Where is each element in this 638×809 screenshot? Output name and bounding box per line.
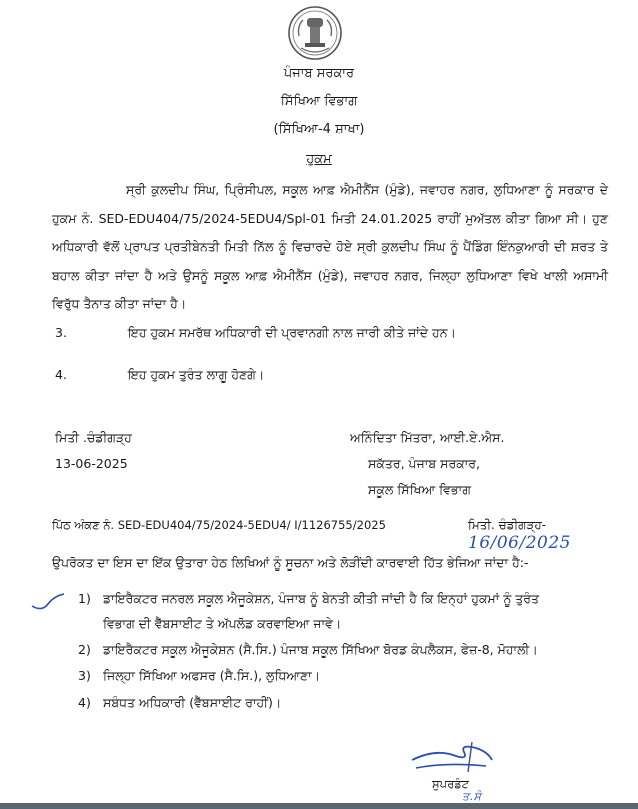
recipient-1-number: 1) (78, 591, 91, 606)
recipient-3-line1: ਜਿਲ੍ਹਾ ਸਿੱਖਿਆ ਅਫਸਰ (ਸੈ.ਸਿ.), ਲੁਧਿਆਣਾ। (103, 668, 321, 683)
header-department: ਸਿੱਖਿਆ ਵਿਭਾਗ (280, 94, 358, 109)
item-3-text: ਇਹ ਹੁਕਮ ਸਮਰੱਥ ਅਧਿਕਾਰੀ ਦੀ ਪ੍ਰਵਾਨਗੀ ਨਾਲ ਜਾਰੀ ਕੀਤੇ ਜਾਂਦੇ ਹਨ। (128, 325, 456, 340)
header-branch: (ਸਿੱਖਿਆ-4 ਸ਼ਾਖਾ) (273, 122, 365, 137)
item-3-number: 3. (55, 325, 67, 340)
recipient-1-line1: ਡਾਇਰੈਕਟਰ ਜਨਰਲ ਸਕੂਲ ਐਜੂਕੇਸ਼ਨ, ਪੰਜਾਬ ਨੂੰ ਬੇਨਤੀ ਕੀਤੀ ਜਾਂਦੀ ਹੈ ਕਿ ਇਨ੍ਹਾਂ ਹੁਕਮਾਂ ਨੂੰ ਤੁਰੰਤ (103, 591, 540, 606)
order-title: ਹੁਕਮ (306, 152, 332, 167)
order-paragraph: ਸ੍ਰੀ ਕੁਲਦੀਪ ਸਿੰਘ, ਪ੍ਰਿੰਸੀਪਲ, ਸਕੂਲ ਆਫ਼ ਐਮੀਨੈਂਸ (ਮੁੰਡੇ), ਜਵਾਹਰ ਨਗਰ, ਲੁਧਿਆਣਾ ਨੂੰ ਸਰਕਾਰ ਦੇ ਹੁਕਮ ਨੰ. SED-EDU404/75/2024-5EDU4/Spl-01 ਮਿਤੀ 24.01.2025 ਰਾਹੀਂ ਮੁਅੱਤਲ ਕੀਤਾ ਗਿਆ ਸੀ। ਹੁਣ ਅਧਿਕਾਰੀ ਵੱਲੋਂ ਪ੍ਰਾਪਤ ਪ੍ਰਤੀਬੇਨਤੀ ਮਿਤੀ ਨਿੱਲ ਨੂੰ ਵਿਚਾਰਦੇ ਹੋਏ ਸ੍ਰੀ ਕੁਲਦੀਪ ਸਿੰਘ ਨੂੰ ਪੈਂਡਿੰਗ ਇੰਨਕੁਆਰੀ ਦੀ ਸ਼ਰਤ ਤੇ ਬਹਾਲ ਕੀਤਾ ਜਾਂਦਾ ਹੈ ਅਤੇ ਉਸਨੂੰ ਸਕੂਲ ਆਫ਼ ਐਮੀਨੈਂਸ (ਮੁੰਡੇ), ਜਵਾਹਰ ਨਗਰ, ਜਿਲ੍ਹਾ ਲੁਧਿਆਣਾ ਵਿਖੇ ਖਾਲੀ ਅਸਾਮੀ ਵਿਰੁੱਧ ਤੈਨਾਤ ਕੀਤਾ ਜਾਂਦਾ ਹੈ। (52, 182, 608, 311)
recipient-4-line1: ਸਬੰਧਤ ਅਧਿਕਾਰੀ (ਵੈੱਬਸਾਈਟ ਰਾਹੀਂ)। (103, 695, 282, 710)
bottom-scan-edge (0, 803, 638, 809)
signature-icon (406, 738, 498, 778)
superintendent-label: ਸੁਪਰਡੰਟ (432, 777, 470, 791)
signatory-designation: ਸਕੱਤਰ, ਪੰਜਾਬ ਸਰਕਾਰ, (368, 456, 481, 471)
recipient-2-number: 2) (78, 642, 91, 657)
government-emblem-icon (287, 4, 343, 62)
recipient-4-number: 4) (78, 695, 91, 710)
recipient-2-line1: ਡਾਇਰੈਕਟਰ ਸਕੂਲ ਐਜੂਕੇਸ਼ਨ (ਸੈ.ਸਿ.) ਪੰਜਾਬ ਸਕੂਲ ਸਿੱਖਿਆ ਬੋਰਡ ਕੰਪਲੈਕਸ, ਫੇਜ਼-8, ਮੋਹਾਲੀ। (103, 642, 538, 657)
signatory-department: ਸਕੂਲ ਸਿੱਖਿਆ ਵਿਭਾਗ (368, 482, 471, 497)
handwritten-date: 16/06/2025 (468, 533, 571, 553)
endorsement-date-label: ਮਿਤੀ. ਚੰਡੀਗੜ੍ਹ- (468, 518, 547, 532)
issue-date: 13-06-2025 (55, 456, 128, 471)
header-government: ਪੰਜਾਬ ਸਰਕਾਰ (283, 66, 355, 81)
item-4-text: ਇਹ ਹੁਕਮ ਤੁਰੰਤ ਲਾਗੂ ਹੋਣਗੇ। (128, 367, 265, 382)
endorsement-date (468, 518, 638, 553)
handwritten-tick-icon (28, 590, 68, 616)
signatory-name: ਅਨਿੰਦਿਤਾ ਮਿੱਤਰਾ, ਆਈ.ਏ.ਐਸ. (350, 430, 505, 445)
handwritten-initials: ਤ.ਸੰ (462, 790, 482, 803)
recipient-3-number: 3) (78, 668, 91, 683)
recipient-1-line2: ਵਿਭਾਗ ਦੀ ਵੈੱਬਸਾਈਟ ਤੇ ਅੱਪਲੋਡ ਕਰਵਾਇਆ ਜਾਵੇ। (103, 616, 342, 631)
item-4-number: 4. (55, 367, 67, 382)
copy-forwarded-line: ਉਪਰੋਕਤ ਦਾ ਇਸ ਦਾ ਇੱਕ ਉਤਾਰਾ ਹੇਠ ਲਿਖਿਆਂ ਨੂੰ ਸੂਚਨਾ ਅਤੇ ਲੋੜੀਂਦੀ ਕਾਰਵਾਈ ਹਿੱਤ ਭੇਜਿਆ ਜਾਂਦਾ ਹੈ:- (52, 555, 529, 570)
endorsement-number: ਪਿੱਠ ਅੰਕਣ ਨੰ. SED-EDU404/75/2024-5EDU4/ I/1126755/2025 (52, 518, 386, 532)
issue-place: ਮਿਤੀ .ਚੰਡੀਗੜ੍ਹ (55, 430, 132, 445)
